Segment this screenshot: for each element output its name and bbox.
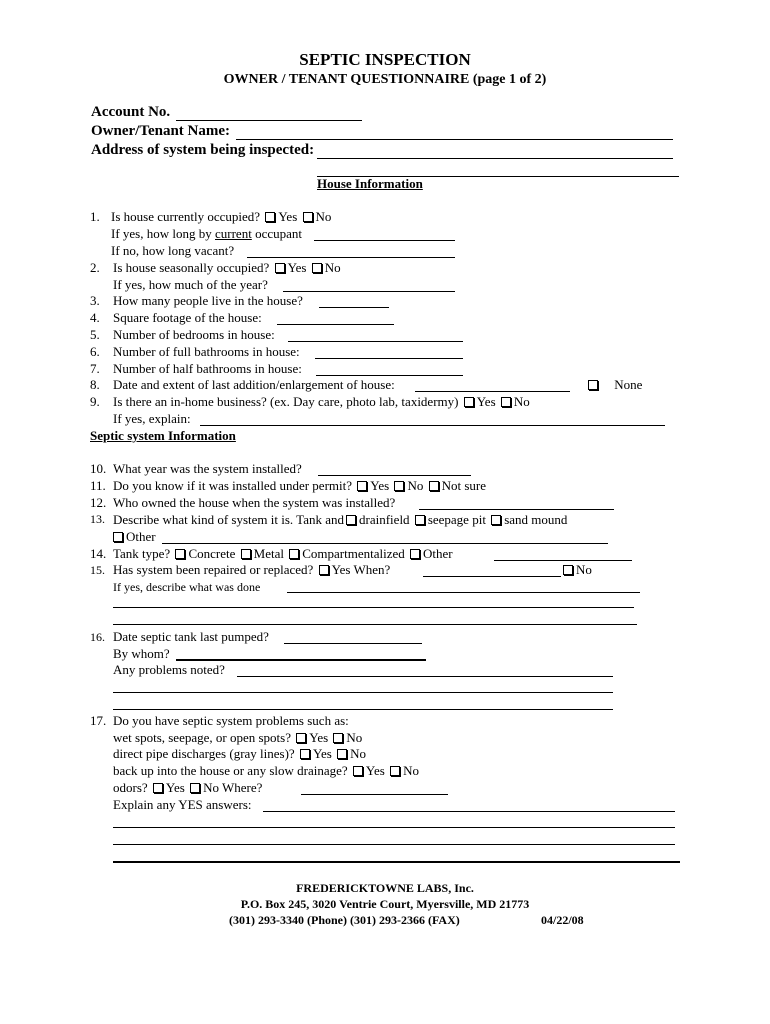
q9a-field[interactable] <box>200 425 665 426</box>
account-field[interactable] <box>176 120 362 121</box>
q17a-no-label: No <box>346 730 363 745</box>
q14-concrete-checkbox[interactable] <box>175 549 185 559</box>
q2-no-checkbox[interactable] <box>312 263 322 273</box>
septic-info-heading: Septic system Information <box>90 428 236 443</box>
q11-notsure-checkbox[interactable] <box>429 481 439 491</box>
q13-other-label: Other <box>126 529 156 544</box>
q1-number: 1. <box>90 209 100 224</box>
q12-number: 12. <box>90 495 107 510</box>
q2-number: 2. <box>90 260 100 275</box>
q11-notsure-label: Not sure <box>441 478 486 493</box>
q11-number: 11. <box>90 478 106 493</box>
q8-none-label: None <box>614 377 643 392</box>
q8-none-checkbox[interactable] <box>588 380 598 390</box>
q14-other-checkbox[interactable] <box>410 549 420 559</box>
q13-drainfield-label: drainfield <box>359 512 410 527</box>
q15-row <box>113 562 390 578</box>
q3-field[interactable] <box>319 307 389 308</box>
q2-no-label: No <box>324 260 341 275</box>
company-address: P.O. Box 245, 3020 Ventrie Court, Myersville, MD 21773 <box>240 897 530 911</box>
company-name: FREDERICKTOWNE LABS, Inc. <box>296 881 474 895</box>
q9-yes-checkbox[interactable] <box>464 397 474 407</box>
company-phones: (301) 293-3340 (Phone) (301) 293-2366 (FAX) <box>229 913 460 927</box>
q17b-no-label: No <box>350 746 367 761</box>
q1b-text: If no, how long vacant? <box>111 243 235 258</box>
q9-text: Is there an in-home business? (ex. Day care, photo lab, taxidermy) <box>113 394 459 409</box>
q13-row <box>113 512 567 528</box>
q14-text: Tank type? <box>113 546 171 561</box>
q17d-yes-label: Yes <box>165 780 185 795</box>
q13-other-field[interactable] <box>162 543 608 544</box>
q17c-yes-checkbox[interactable] <box>353 766 363 776</box>
q1-row <box>111 209 331 225</box>
q4-field[interactable] <box>277 324 394 325</box>
q13-text: Describe what kind of system it is. Tank and <box>113 512 345 527</box>
account-label: Account No. <box>91 104 171 120</box>
q15-when-field[interactable] <box>423 576 561 577</box>
q17b-yes-label: Yes <box>312 746 332 761</box>
q13-drainfield-checkbox[interactable] <box>346 515 356 525</box>
q14-metal-label: Metal <box>253 546 284 561</box>
q1b-field[interactable] <box>247 257 455 258</box>
q2a-text: If yes, how much of the year? <box>113 277 268 292</box>
q16b-field[interactable] <box>237 676 613 677</box>
q17-number: 17. <box>90 713 107 728</box>
q15a-field-line2[interactable] <box>113 607 634 608</box>
q14-number: 14. <box>90 546 107 561</box>
q10-field[interactable] <box>318 475 471 476</box>
q3-text: How many people live in the house? <box>113 293 303 308</box>
q17d-row <box>113 780 262 796</box>
q1a-field[interactable] <box>314 240 455 241</box>
q17d-no-checkbox[interactable] <box>190 783 200 793</box>
q13-seepage-label: seepage pit <box>427 512 486 527</box>
q17e-text: Explain any YES answers: <box>113 797 252 812</box>
q16b-field-line2[interactable] <box>113 692 613 693</box>
q1-text: Is house currently occupied? <box>111 209 261 224</box>
address-label: Address of system being inspected: <box>91 142 315 158</box>
q9-no-label: No <box>513 394 530 409</box>
q8-none-row <box>586 377 642 393</box>
q15-number: 15. <box>90 563 105 577</box>
q17d-where-field[interactable] <box>301 794 448 795</box>
q8-text: Date and extent of last addition/enlargement of house: <box>113 377 395 392</box>
q1-yes-label: Yes <box>278 209 298 224</box>
q7-field[interactable] <box>316 375 463 376</box>
q17c-yes-label: Yes <box>365 763 385 778</box>
q17c-row <box>113 763 419 779</box>
q17e-field-line3[interactable] <box>113 844 675 845</box>
q17c-text: back up into the house or any slow drainage? <box>113 763 348 778</box>
q17b-row <box>113 746 366 762</box>
q5-text: Number of bedrooms in house: <box>113 327 275 342</box>
q15-no-checkbox[interactable] <box>563 565 573 575</box>
q12-text: Who owned the house when the system was installed? <box>113 495 396 510</box>
q2-yes-label: Yes <box>287 260 307 275</box>
q17a-yes-checkbox[interactable] <box>296 733 306 743</box>
q15a-field-line3[interactable] <box>113 624 637 625</box>
q16a-text: By whom? <box>113 646 170 661</box>
q16-text: Date septic tank last pumped? <box>113 629 269 644</box>
q11-row <box>113 478 486 494</box>
q16b-field-line3[interactable] <box>113 709 613 710</box>
q6-number: 6. <box>90 344 100 359</box>
q9a-text: If yes, explain: <box>113 411 191 426</box>
q14-row <box>113 546 453 562</box>
q14-metal-checkbox[interactable] <box>241 549 251 559</box>
q13-sandmound-label: sand mound <box>504 512 568 527</box>
q15-yes-checkbox[interactable] <box>319 565 329 575</box>
q10-text: What year was the system installed? <box>113 461 302 476</box>
footer-divider <box>113 861 680 863</box>
q1a-text: If yes, how long by current occupant <box>111 226 302 241</box>
q17b-no-checkbox[interactable] <box>337 749 347 759</box>
q14-compartment-checkbox[interactable] <box>289 549 299 559</box>
q16a-field[interactable] <box>176 659 426 661</box>
q17a-row <box>113 730 362 746</box>
q2-text: Is house seasonally occupied? <box>113 260 270 275</box>
q2-row <box>113 260 341 276</box>
q11-no-label: No <box>407 478 424 493</box>
q13-other-row <box>113 529 156 545</box>
q5-number: 5. <box>90 327 100 342</box>
q17d-text: odors? <box>113 780 148 795</box>
q15-no-label: No <box>576 562 592 577</box>
q3-number: 3. <box>90 293 100 308</box>
q8-field[interactable] <box>415 391 570 392</box>
q17-text: Do you have septic system problems such as: <box>113 713 349 728</box>
q13-number: 13. <box>90 512 105 526</box>
q6-field[interactable] <box>315 358 463 359</box>
q15-when-label: When? <box>353 562 391 577</box>
q17a-text: wet spots, seepage, or open spots? <box>113 730 291 745</box>
q6-text: Number of full bathrooms in house: <box>113 344 300 359</box>
q12-field[interactable] <box>419 509 614 510</box>
q1-yes-checkbox[interactable] <box>265 212 275 222</box>
q1-no-checkbox[interactable] <box>303 212 313 222</box>
q7-text: Number of half bathrooms in house: <box>113 361 302 376</box>
q17a-no-checkbox[interactable] <box>333 733 343 743</box>
q17d-no-label: No <box>203 780 219 795</box>
q13-sandmound-checkbox[interactable] <box>491 515 501 525</box>
q9-no-checkbox[interactable] <box>501 397 511 407</box>
form-date: 04/22/08 <box>541 913 584 927</box>
owner-field[interactable] <box>236 139 673 140</box>
q16-field[interactable] <box>284 643 422 644</box>
q8-number: 8. <box>90 377 100 392</box>
q17c-no-checkbox[interactable] <box>390 766 400 776</box>
q13-seepage-checkbox[interactable] <box>415 515 425 525</box>
q7-number: 7. <box>90 361 100 376</box>
q14-other-field[interactable] <box>494 560 632 561</box>
q11-text: Do you know if it was installed under permit? <box>113 478 353 493</box>
q2-yes-checkbox[interactable] <box>275 263 285 273</box>
q17b-text: direct pipe discharges (gray lines)? <box>113 746 295 761</box>
q17a-yes-label: Yes <box>309 730 329 745</box>
form-title: SEPTIC INSPECTION <box>299 50 471 69</box>
q4-number: 4. <box>90 310 100 325</box>
q15a-field[interactable] <box>287 592 640 593</box>
q17c-no-label: No <box>403 763 419 778</box>
q9-row <box>113 394 530 410</box>
q14-other-label: Other <box>423 546 453 561</box>
q9-yes-label: Yes <box>476 394 496 409</box>
q5-field[interactable] <box>288 341 463 342</box>
q4-text: Square footage of the house: <box>113 310 262 325</box>
q17b-yes-checkbox[interactable] <box>300 749 310 759</box>
q15-no-row <box>561 562 592 578</box>
q11-yes-label: Yes <box>370 478 390 493</box>
q16-number: 16. <box>90 630 105 644</box>
address-field[interactable] <box>317 158 673 159</box>
q14-compartment-label: Compartmentalized <box>302 546 405 561</box>
q16b-text: Any problems noted? <box>113 662 225 677</box>
q9-number: 9. <box>90 394 100 409</box>
q17d-yes-checkbox[interactable] <box>153 783 163 793</box>
q11-yes-checkbox[interactable] <box>357 481 367 491</box>
q15-yes-label: Yes <box>331 562 351 577</box>
house-info-heading: House Information <box>317 176 423 191</box>
form-subtitle: OWNER / TENANT QUESTIONNAIRE (page 1 of 2) <box>223 72 547 87</box>
owner-label: Owner/Tenant Name: <box>91 123 231 139</box>
q2a-field[interactable] <box>283 291 455 292</box>
q17e-field[interactable] <box>263 811 675 812</box>
q14-concrete-label: Concrete <box>188 546 236 561</box>
q10-number: 10. <box>90 461 107 476</box>
q13-other-checkbox[interactable] <box>113 532 123 542</box>
q15a-text: If yes, describe what was done <box>113 580 261 594</box>
q1-no-label: No <box>315 209 332 224</box>
q15-text: Has system been repaired or replaced? <box>113 562 314 577</box>
q17e-field-line2[interactable] <box>113 827 675 828</box>
q17d-where-label: Where? <box>222 780 263 795</box>
q11-no-checkbox[interactable] <box>394 481 404 491</box>
